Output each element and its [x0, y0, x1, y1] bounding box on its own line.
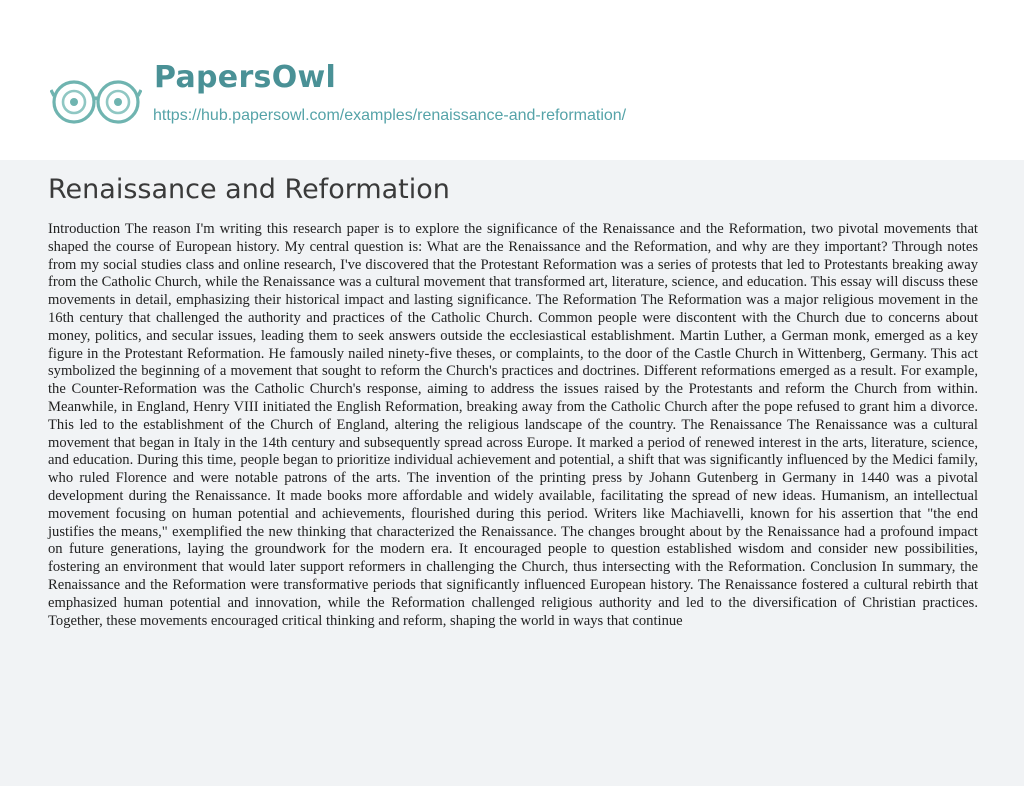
page-title: Renaissance and Reformation [48, 174, 450, 205]
brand-name: PapersOwl [154, 60, 337, 95]
page-url: https://hub.papersowl.com/examples/renaissance-and-reformation/ [153, 107, 627, 124]
article-body: Introduction The reason I'm writing this research paper is to explore the significance of the Renaissance and the Reformation, two pivotal movements that shaped the course of European history. My central question is: What are the Renaissance and the Reformation, and why are they important? Through notes from my social studies class and online research, I've discovered that the Protestant Reformation was a series of protests that led to Protestants breaking away from the Catholic Church, while the Renaissance was a cultural movement that transformed art, literature, science, and education. This essay will discuss these movements in detail, emphasizing their historical impact and lasting significance. The Reformation The Reformation was a major religious movement in the 16th century that challenged the authority and practices of the Catholic Church. Common people were discontent with the Church due to concerns about money, politics, and secular issues, leading them to seek answers outside the ecclesiastical establishment. Martin Luther, a German monk, emerged as a key figure in the Protestant Reformation. He famously nailed ninety-five theses, or complaints, to the door of the Castle Church in Wittenberg, Germany. This act symbolized the beginning of a movement that sought to reform the Church's practices and doctrines. Different reformations emerged as a result. For example, the Counter-Reformation was the Catholic Church's response, aiming to address the issues raised by the Protestants and reform the Church from within. Meanwhile, in England, Henry VIII initiated the English Reformation, breaking away from the Catholic Church after the pope refused to grant him a divorce. This led to the establishment of the Church of England, altering the religious landscape of the country. The Renaissance The Renaissance was a cultural movement that began in Italy in the 14th century and subsequently spread across Europe. It marked a period of renewed interest in the arts, literature, science, and education. During this time, people began to prioritize individual achievement and potential, a shift that was significantly influenced by the Medici family, who ruled Florence and were notable patrons of the arts. The invention of the printing press by Johann Gutenberg in Germany in 1440 was a pivotal development during the Renaissance. It made books more affordable and widely available, facilitating the spread of new ideas. Humanism, an intellectual movement focusing on human potential and achievements, flourished during this period. Writers like Machiavelli, known for his assertion that "the end justifies the means," exemplified the new thinking that characterized the Renaissance. The changes brought about by the Renaissance had a profound impact on future generations, laying the groundwork for the modern era. It encouraged people to question established wisdom and consider new possibilities, fostering an environment that would later support reformers in challenging the Church, thus intersecting with the Reformation. Conclusion In summary, the Renaissance and the Reformation were transformative periods that significantly influenced European history. The Renaissance fostered a cultural rebirth that emphasized human potential and innovation, while the Reformation challenged religious authority and led to the diversification of Christian practices. Together, these movements encouraged critical thinking and reform, shaping the world in ways that continue [48, 221, 978, 629]
owl-glasses-icon [50, 66, 142, 138]
header [0, 0, 1024, 160]
